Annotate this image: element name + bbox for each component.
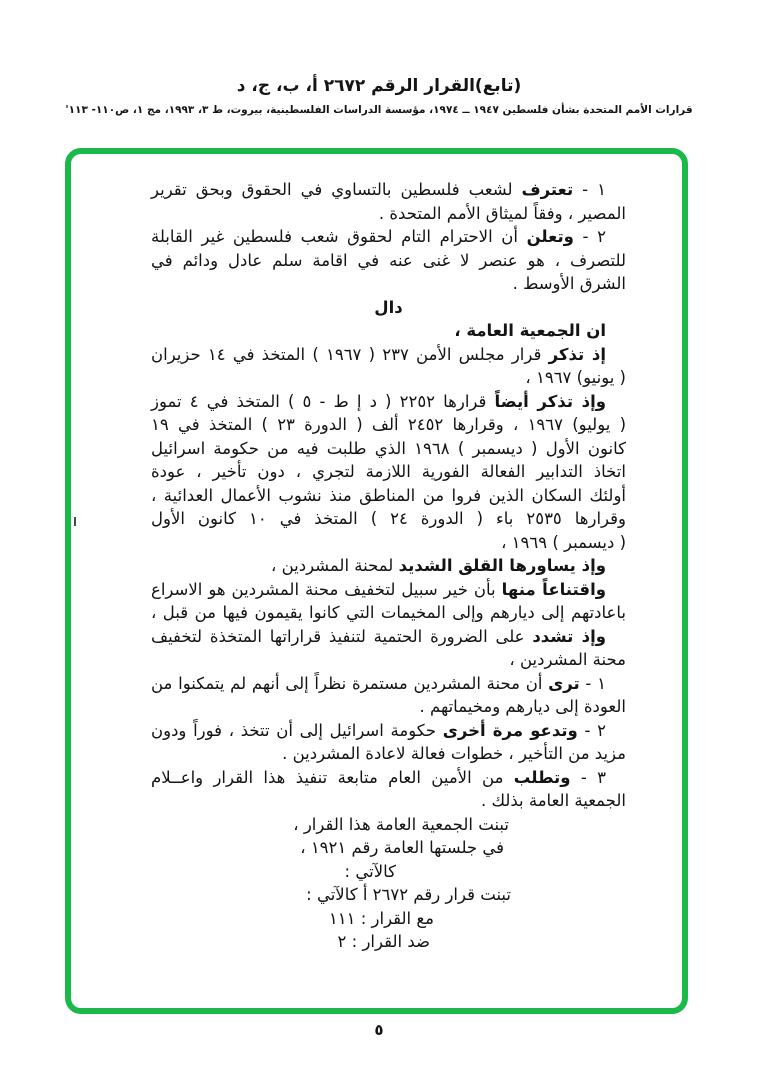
text-line — [151, 578, 626, 602]
text-line — [151, 883, 626, 907]
text-line — [151, 930, 626, 954]
text-line — [151, 343, 626, 367]
text-run: قرار مجلس الأمن ٢٣٧ ( ١٩٦٧ ) المتخذ في ١٤ حزيران — [151, 344, 549, 364]
text-line — [151, 742, 626, 766]
text-run: ٢ - — [577, 720, 606, 740]
text-run: المصير ، وفقاً لميثاق الأمم المتحدة . — [378, 203, 626, 223]
text-line — [151, 601, 626, 625]
text-run: قرارها ٢٢٥٢ ( د إ ط - ٥ ) المتخذ في ٤ تموز — [151, 391, 495, 411]
text-line — [151, 202, 626, 226]
text-run: لشعب فلسطين بالتساوي في الحقوق وبحق تقرير — [151, 180, 522, 199]
bold-run: وتدعو مرة أخرى — [442, 720, 578, 740]
text-line — [151, 507, 626, 531]
text-line — [151, 672, 626, 696]
bold-run: وإذ تشدد — [532, 626, 607, 646]
scan-artifact-mark — [74, 517, 76, 526]
text-run: تبنت الجمعية العامة هذا القرار ، — [293, 814, 509, 834]
text-run: تبنت قرار رقم ٢٦٧٢ أ كالآتي : — [306, 885, 511, 904]
text-run: أولئك السكان الذين فروا من المناطق منذ نشوب الأعمال العدائية ، — [151, 485, 626, 505]
text-line — [151, 719, 626, 743]
text-run: اتخاذ التدابير الفعالة الفورية اللازمة لتجري ، دون تأخير ، عودة — [151, 462, 626, 481]
text-run: كانون الأول ( ديسمبر ) ١٩٦٨ الذي طلبت فيه من حكومة اسرائيل — [151, 438, 626, 458]
text-line — [151, 766, 626, 790]
text-line — [151, 836, 626, 860]
text-run: حكومة اسرائيل إلى أن تتخذ ، فوراً ودون — [151, 720, 443, 740]
bold-run: تعترف — [521, 180, 574, 199]
text-line — [151, 531, 626, 555]
bold-run: دال — [374, 297, 403, 317]
text-run: ضد القرار : ٢ — [337, 932, 430, 951]
text-run: محنة المشردين ، — [509, 650, 626, 669]
bold-run: وتطلب — [513, 767, 571, 787]
text-run: ( ديسمبر ) ١٩٦٩ ، — [501, 532, 626, 552]
text-run: الشرق الأوسط . — [512, 274, 626, 293]
text-line — [151, 366, 626, 390]
text-line — [151, 813, 626, 837]
text-line — [151, 225, 626, 249]
text-line — [151, 319, 626, 343]
bold-run: ان الجمعية العامة ، — [454, 321, 606, 340]
text-run: مع القرار : ١١١ — [328, 908, 434, 928]
text-line — [151, 413, 626, 437]
text-line — [151, 860, 626, 884]
text-run: ٢ - — [573, 227, 606, 246]
text-run: ( يونيو) ١٩٦٧ ، — [525, 368, 626, 387]
bold-run: واقتناعاً منها — [501, 579, 606, 599]
text-line — [151, 272, 626, 296]
text-run: وقرارها ٢٥٣٥ باء ( الدورة ٢٤ ) المتخذ في ١٠ كانون الأول — [151, 509, 626, 528]
text-run: العودة إلى ديارهم ومخيماتهم . — [419, 697, 626, 716]
text-run: مزيد من التأخير ، خطوات فعالة لاعادة المشردين . — [282, 744, 626, 763]
text-run: كالآتي : — [344, 861, 396, 881]
text-line — [151, 695, 626, 719]
text-line — [151, 249, 626, 273]
text-line — [151, 296, 626, 320]
text-run: ( يوليو) ١٩٦٧ ، وقرارها ٢٤٥٢ ألف ( الدورة ٢٣ ) المتخذ في ١٩ — [151, 415, 626, 434]
source-citation: قرارات الأمم المتحدة بشأن فلسطين ١٩٤٧ ــ ١٩٧٤، مؤسسة الدراسات الفلسطينية، بيروت، ط ٣، ١٩٩٣، مج ١، ص١١٠- ١١٣' — [65, 104, 693, 116]
text-run: الجمعية العامة بذلك . — [480, 791, 626, 810]
page-number: ٥ — [374, 1021, 384, 1039]
text-line — [151, 648, 626, 672]
text-line — [151, 625, 626, 649]
text-run: أن الاحترام التام لحقوق شعب فلسطين غير القابلة — [151, 227, 527, 246]
text-line — [151, 907, 626, 931]
bold-run: إذ تذكر — [548, 344, 607, 364]
text-line — [151, 437, 626, 461]
text-line — [151, 554, 626, 578]
text-run: ١ - — [579, 673, 606, 693]
text-line — [151, 390, 626, 414]
text-run: للتصرف ، هو عنصر لا غنى عنه في اقامة سلم عادل ودائم في — [151, 250, 626, 270]
bold-run: ترى — [548, 673, 580, 693]
text-run: على الضرورة الحتمية لتنفيذ قراراتها المتخذة لتخفيف — [151, 626, 533, 646]
text-run: في جلستها العامة رقم ١٩٢١ ، — [300, 838, 504, 857]
text-line — [151, 789, 626, 813]
text-run: من الأمين العام متابعة تنفيذ هذا القرار واعــلام — [151, 767, 514, 787]
text-run: بأن خير سبيل لتخفيف محنة المشردين هو الاسراع — [151, 579, 502, 599]
text-run: أن محنة المشردين مستمرة نظراً إلى أنهم لم يتمكنوا من — [151, 673, 549, 693]
text-run: لمحنة المشردين ، — [271, 556, 399, 575]
bold-run: وإذ تذكر أيضاً — [494, 391, 607, 411]
green-frame — [65, 148, 688, 1014]
text-run: باعادتهم إلى ديارهم وإلى المخيمات التي كانوا يقيمون فيها من قبل ، — [151, 603, 626, 622]
page-header — [0, 76, 758, 116]
resolution-body — [151, 178, 626, 954]
text-line — [151, 484, 626, 508]
resolution-title: (تابع)القرار الرقم ٢٦٧٢ أ، ب، ج، د — [236, 76, 522, 96]
text-run: ٣ - — [570, 767, 606, 787]
text-line — [151, 178, 626, 202]
bold-run: وتعلن — [526, 227, 574, 246]
text-run: ١ - — [573, 180, 606, 199]
bold-run: وإذ يساورها القلق الشديد — [398, 556, 606, 575]
text-line — [151, 460, 626, 484]
